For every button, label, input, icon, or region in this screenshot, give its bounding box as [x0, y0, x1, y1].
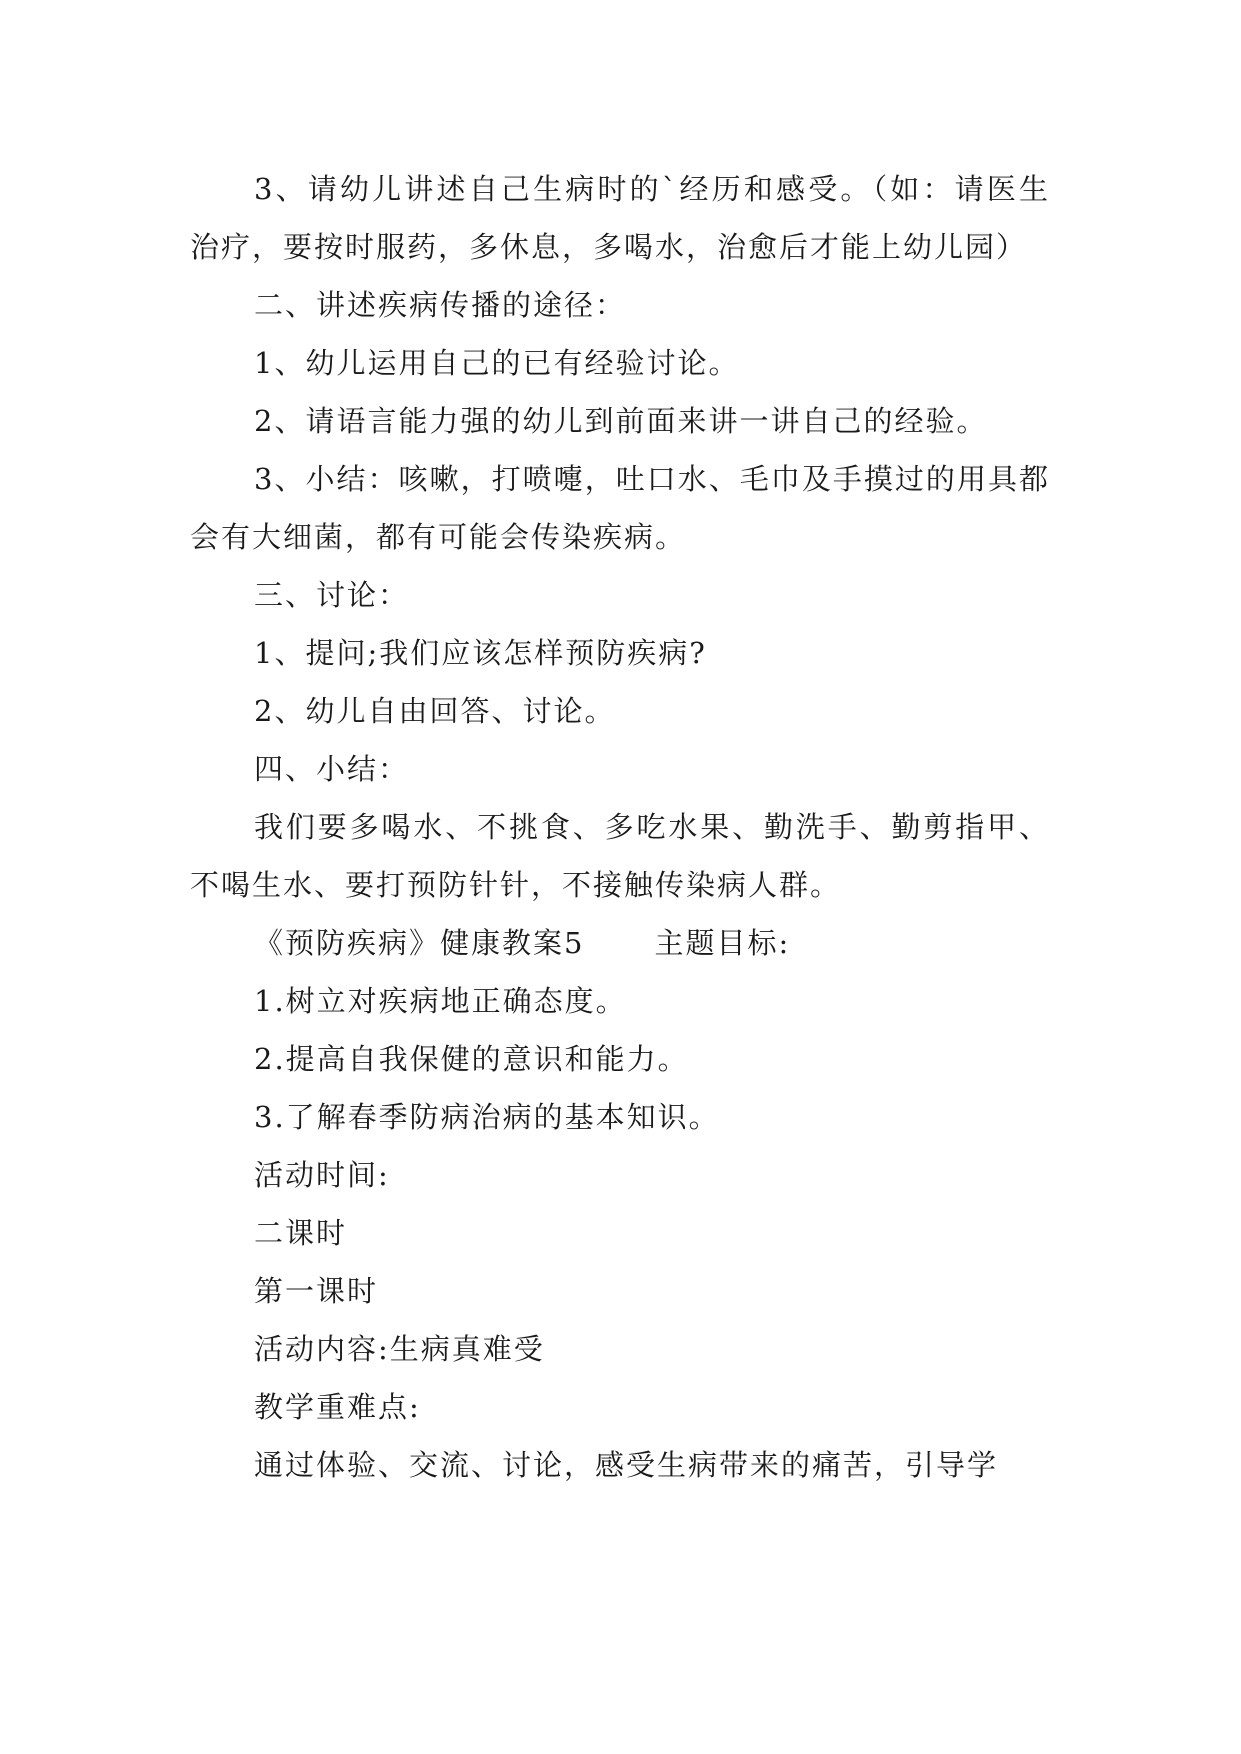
document-body [190, 160, 1050, 1494]
section-heading-transmission: 二、讲述疾病传播的途径： [254, 288, 627, 322]
goal-item-1: 1.树立对疾病地正确态度。 [254, 984, 627, 1018]
goal-item-2: 2.提高自我保健的意识和能力。 [254, 1042, 689, 1076]
paragraph-summary-transmission: 3、小结：咳嗽，打喷嚏，吐口水、毛巾及手摸过的用具都会有大细菌，都有可能会传染疾病。 [190, 462, 1050, 554]
paragraph-answer: 2、幼儿自由回答、讨论。 [254, 694, 616, 728]
key-points-text: 通过体验、交流、讨论，感受生病带来的痛苦，引导学 [254, 1448, 999, 1482]
section-heading-discussion: 三、讨论： [254, 578, 410, 612]
paragraph-experience: 3、请幼儿讲述自己生病时的`经历和感受。（如：请医生治疗，要按时服药，多休息，多喝水，治愈后才能上幼儿园） [190, 172, 1050, 264]
goal-item-3: 3.了解春季防病治病的基本知识。 [254, 1100, 720, 1134]
section-heading-summary: 四、小结： [254, 752, 410, 786]
paragraph-discussion-2: 2、请语言能力强的幼儿到前面来讲一讲自己的经验。 [254, 404, 988, 438]
key-points-label: 教学重难点: [254, 1390, 421, 1424]
activity-time-value: 二课时 [254, 1216, 348, 1250]
activity-content: 活动内容:生病真难受 [254, 1332, 545, 1366]
paragraph-question: 1、提问;我们应该怎样预防疾病? [254, 636, 707, 670]
lesson-plan-heading [190, 914, 1050, 972]
paragraph-prevention: 我们要多喝水、不挑食、多吃水果、勤洗手、勤剪指甲、不喝生水、要打预防针针，不接触传染病人群。 [190, 810, 1050, 902]
first-lesson-label: 第一课时 [254, 1274, 379, 1308]
lesson-plan-subtitle: 主题目标: [654, 926, 791, 960]
activity-time-label: 活动时间: [254, 1158, 390, 1192]
lesson-plan-title: 《预防疾病》健康教案5 [254, 926, 585, 960]
paragraph-discussion-1: 1、幼儿运用自己的已有经验讨论。 [254, 346, 740, 380]
